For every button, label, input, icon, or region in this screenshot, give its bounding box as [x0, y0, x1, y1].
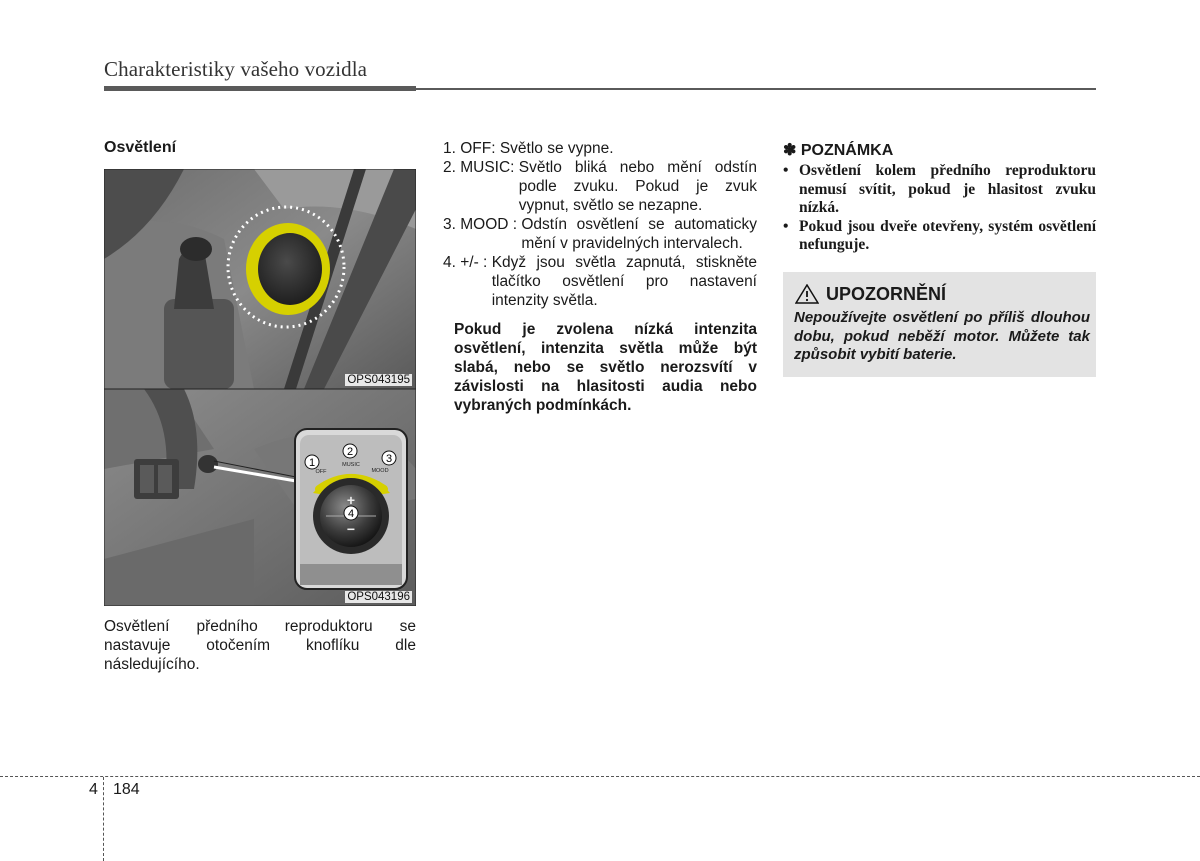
note-item [783, 218, 1096, 255]
warning-title: UPOZORNĚNÍ [826, 284, 947, 304]
header-rule-thin [416, 88, 1096, 90]
callout-2-label: 2 [346, 446, 354, 458]
step-text: Když jsou světla zapnutá, stiskněte tlačítko osvětlení pro nastavení intenzity světla. [491, 254, 757, 309]
warning-box [783, 272, 1096, 377]
chapter-number: 4 [89, 781, 98, 798]
speaker-light-illustration [104, 169, 416, 389]
section-description: Osvětlení předního reproduktoru se nastavuje otočením knoflíku dle následujícího. [104, 618, 416, 673]
minus-symbol: − [346, 521, 356, 537]
footer-divider [0, 776, 1200, 777]
step-number: 2. MUSIC: [443, 159, 519, 176]
step-item [443, 253, 757, 310]
speaker-light-photo [104, 169, 416, 389]
section-title: Osvětlení [104, 139, 177, 156]
note-section [783, 140, 1096, 255]
step-text: Odstín osvětlení se automaticky mění v pravidelných intervalech. [521, 216, 757, 252]
music-position-label: MUSIC [342, 462, 360, 468]
section-title-wrap [104, 139, 416, 157]
warning-triangle-icon [795, 284, 819, 304]
note-item-text: Osvětlení kolem předního reproduktoru nemusí svítit, pokud je hlasitost zvuku nízká. [799, 162, 1096, 216]
step-item [443, 139, 757, 158]
low-intensity-note: Pokud je zvolena nízká intenzita osvětlení, intenzita světla může být slabá, nebo se světlo nerozsvítí v závislosti na hlasitosti audia nebo vybraných podmínkách. [454, 321, 757, 414]
step-number: 3. MOOD : [443, 216, 522, 233]
step-text: Světlo se vypne. [499, 140, 614, 157]
bullet-icon: • [783, 162, 789, 179]
mood-position-label: MOOD [371, 468, 389, 474]
note-item-text: Pokud jsou dveře otevřeny, systém osvětlení nefunguje. [799, 217, 1096, 253]
steps-list [443, 139, 757, 415]
page-header-title: Charakteristiky vašeho vozidla [104, 57, 368, 81]
step-number: 1. OFF: [443, 140, 500, 157]
image-code-1: OPS043195 [347, 374, 410, 386]
callout-3-label: 3 [385, 453, 393, 465]
step-number: 4. +/- : [443, 254, 492, 271]
step-item [443, 215, 757, 253]
lighting-knob-illustration [104, 389, 416, 606]
callout-4-label: 4 [347, 508, 355, 520]
warning-text: Nepoužívejte osvětlení po příliš dlouhou dobu, pokud neběží motor. Můžete tak způsobit vybití baterie. [794, 309, 1090, 363]
header-rule-thick [104, 86, 416, 91]
callout-1-label: 1 [308, 457, 316, 469]
plus-symbol: + [346, 492, 356, 508]
note-title: ✽ POZNÁMKA [783, 142, 894, 159]
image-code-2: OPS043196 [347, 591, 410, 603]
bullet-icon: • [783, 217, 789, 235]
note-item [783, 162, 1096, 218]
off-position-label: OFF [315, 469, 327, 475]
page-number: 184 [113, 781, 140, 798]
footer-vertical-divider [103, 777, 104, 861]
step-item [443, 158, 757, 215]
step-text: Světlo bliká nebo mění odstín podle zvuku. Pokud je zvuk vypnut, světlo se nezapne. [518, 159, 757, 214]
knob-photo [104, 389, 416, 606]
